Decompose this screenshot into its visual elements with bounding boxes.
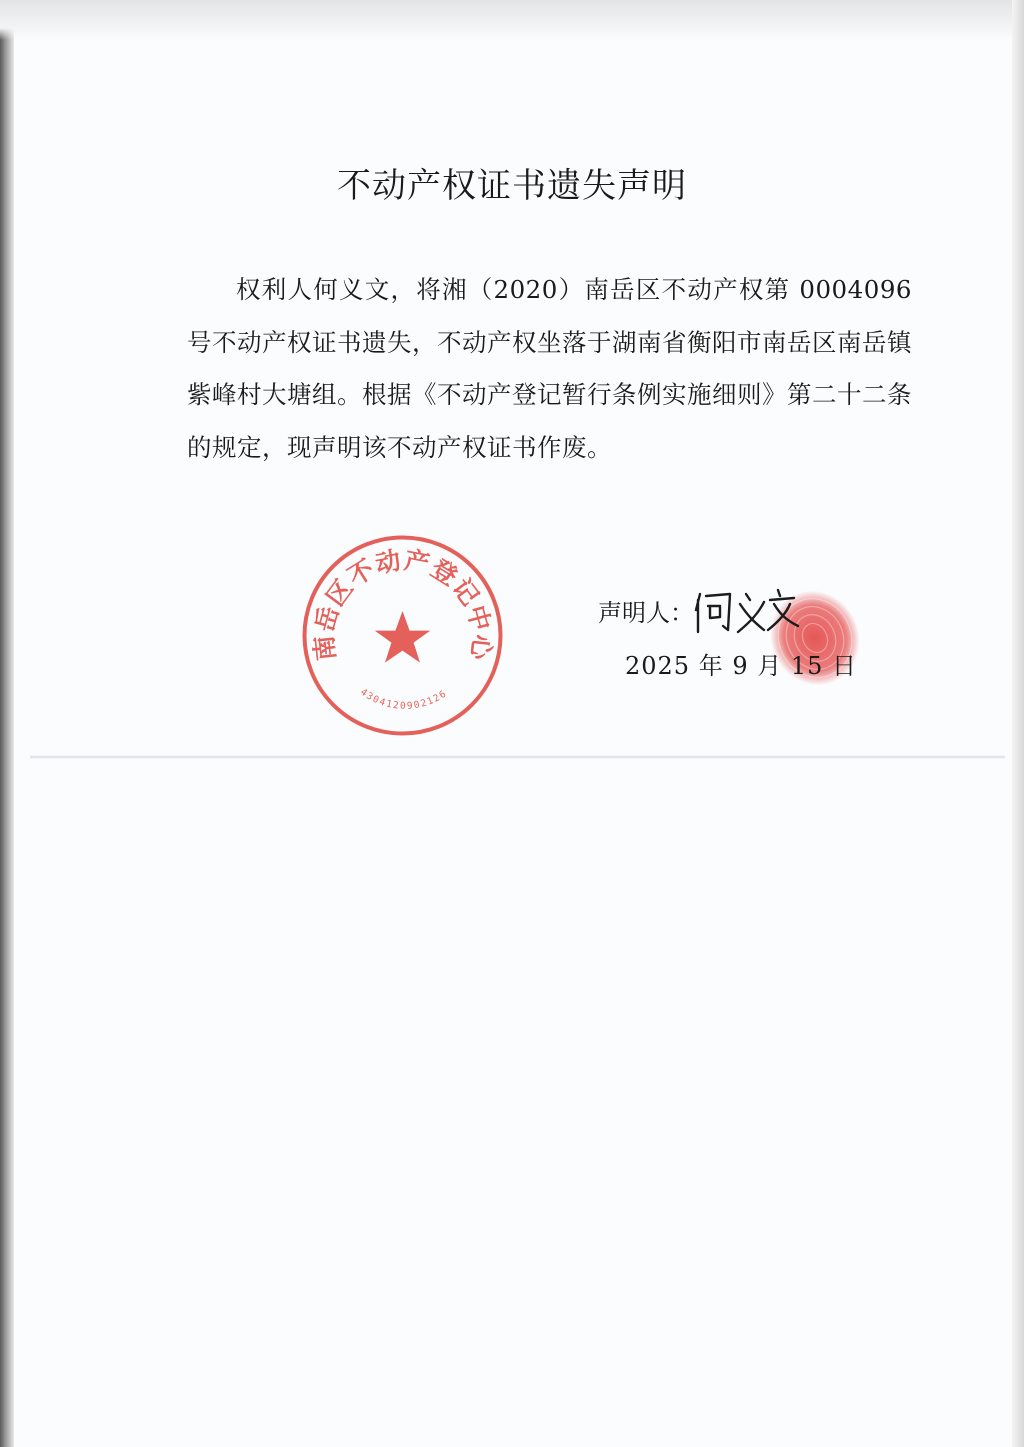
declarant-label: 声明人： bbox=[598, 599, 694, 627]
statement-body: 权利人何义文，将湘（2020）南岳区不动产权第 0004096 号不动产权证书遗失，不动产权坐落于湖南省衡阳市南岳区南岳镇紫峰村大塘组。根据《不动产登记暂行条例实施细则》第二十二条的规定，现声明该不动产权证书作废。 bbox=[187, 275, 912, 462]
official-seal bbox=[300, 533, 505, 738]
document-title: 不动产权证书遗失声明 bbox=[337, 166, 687, 206]
seal-code-text: 4304120902126 bbox=[358, 686, 450, 712]
scan-edge-right bbox=[1012, 0, 1024, 1447]
scan-edge-top bbox=[0, 0, 1024, 40]
scan-edge-left bbox=[0, 0, 14, 1447]
declaration-date: 2025 年 9 月 15 日 bbox=[625, 652, 858, 680]
seal-name-text: 南岳区不动产登记中心 bbox=[309, 545, 497, 663]
star-icon bbox=[375, 611, 431, 663]
handwritten-signature bbox=[690, 580, 800, 640]
paper-fold-line bbox=[30, 755, 1005, 759]
